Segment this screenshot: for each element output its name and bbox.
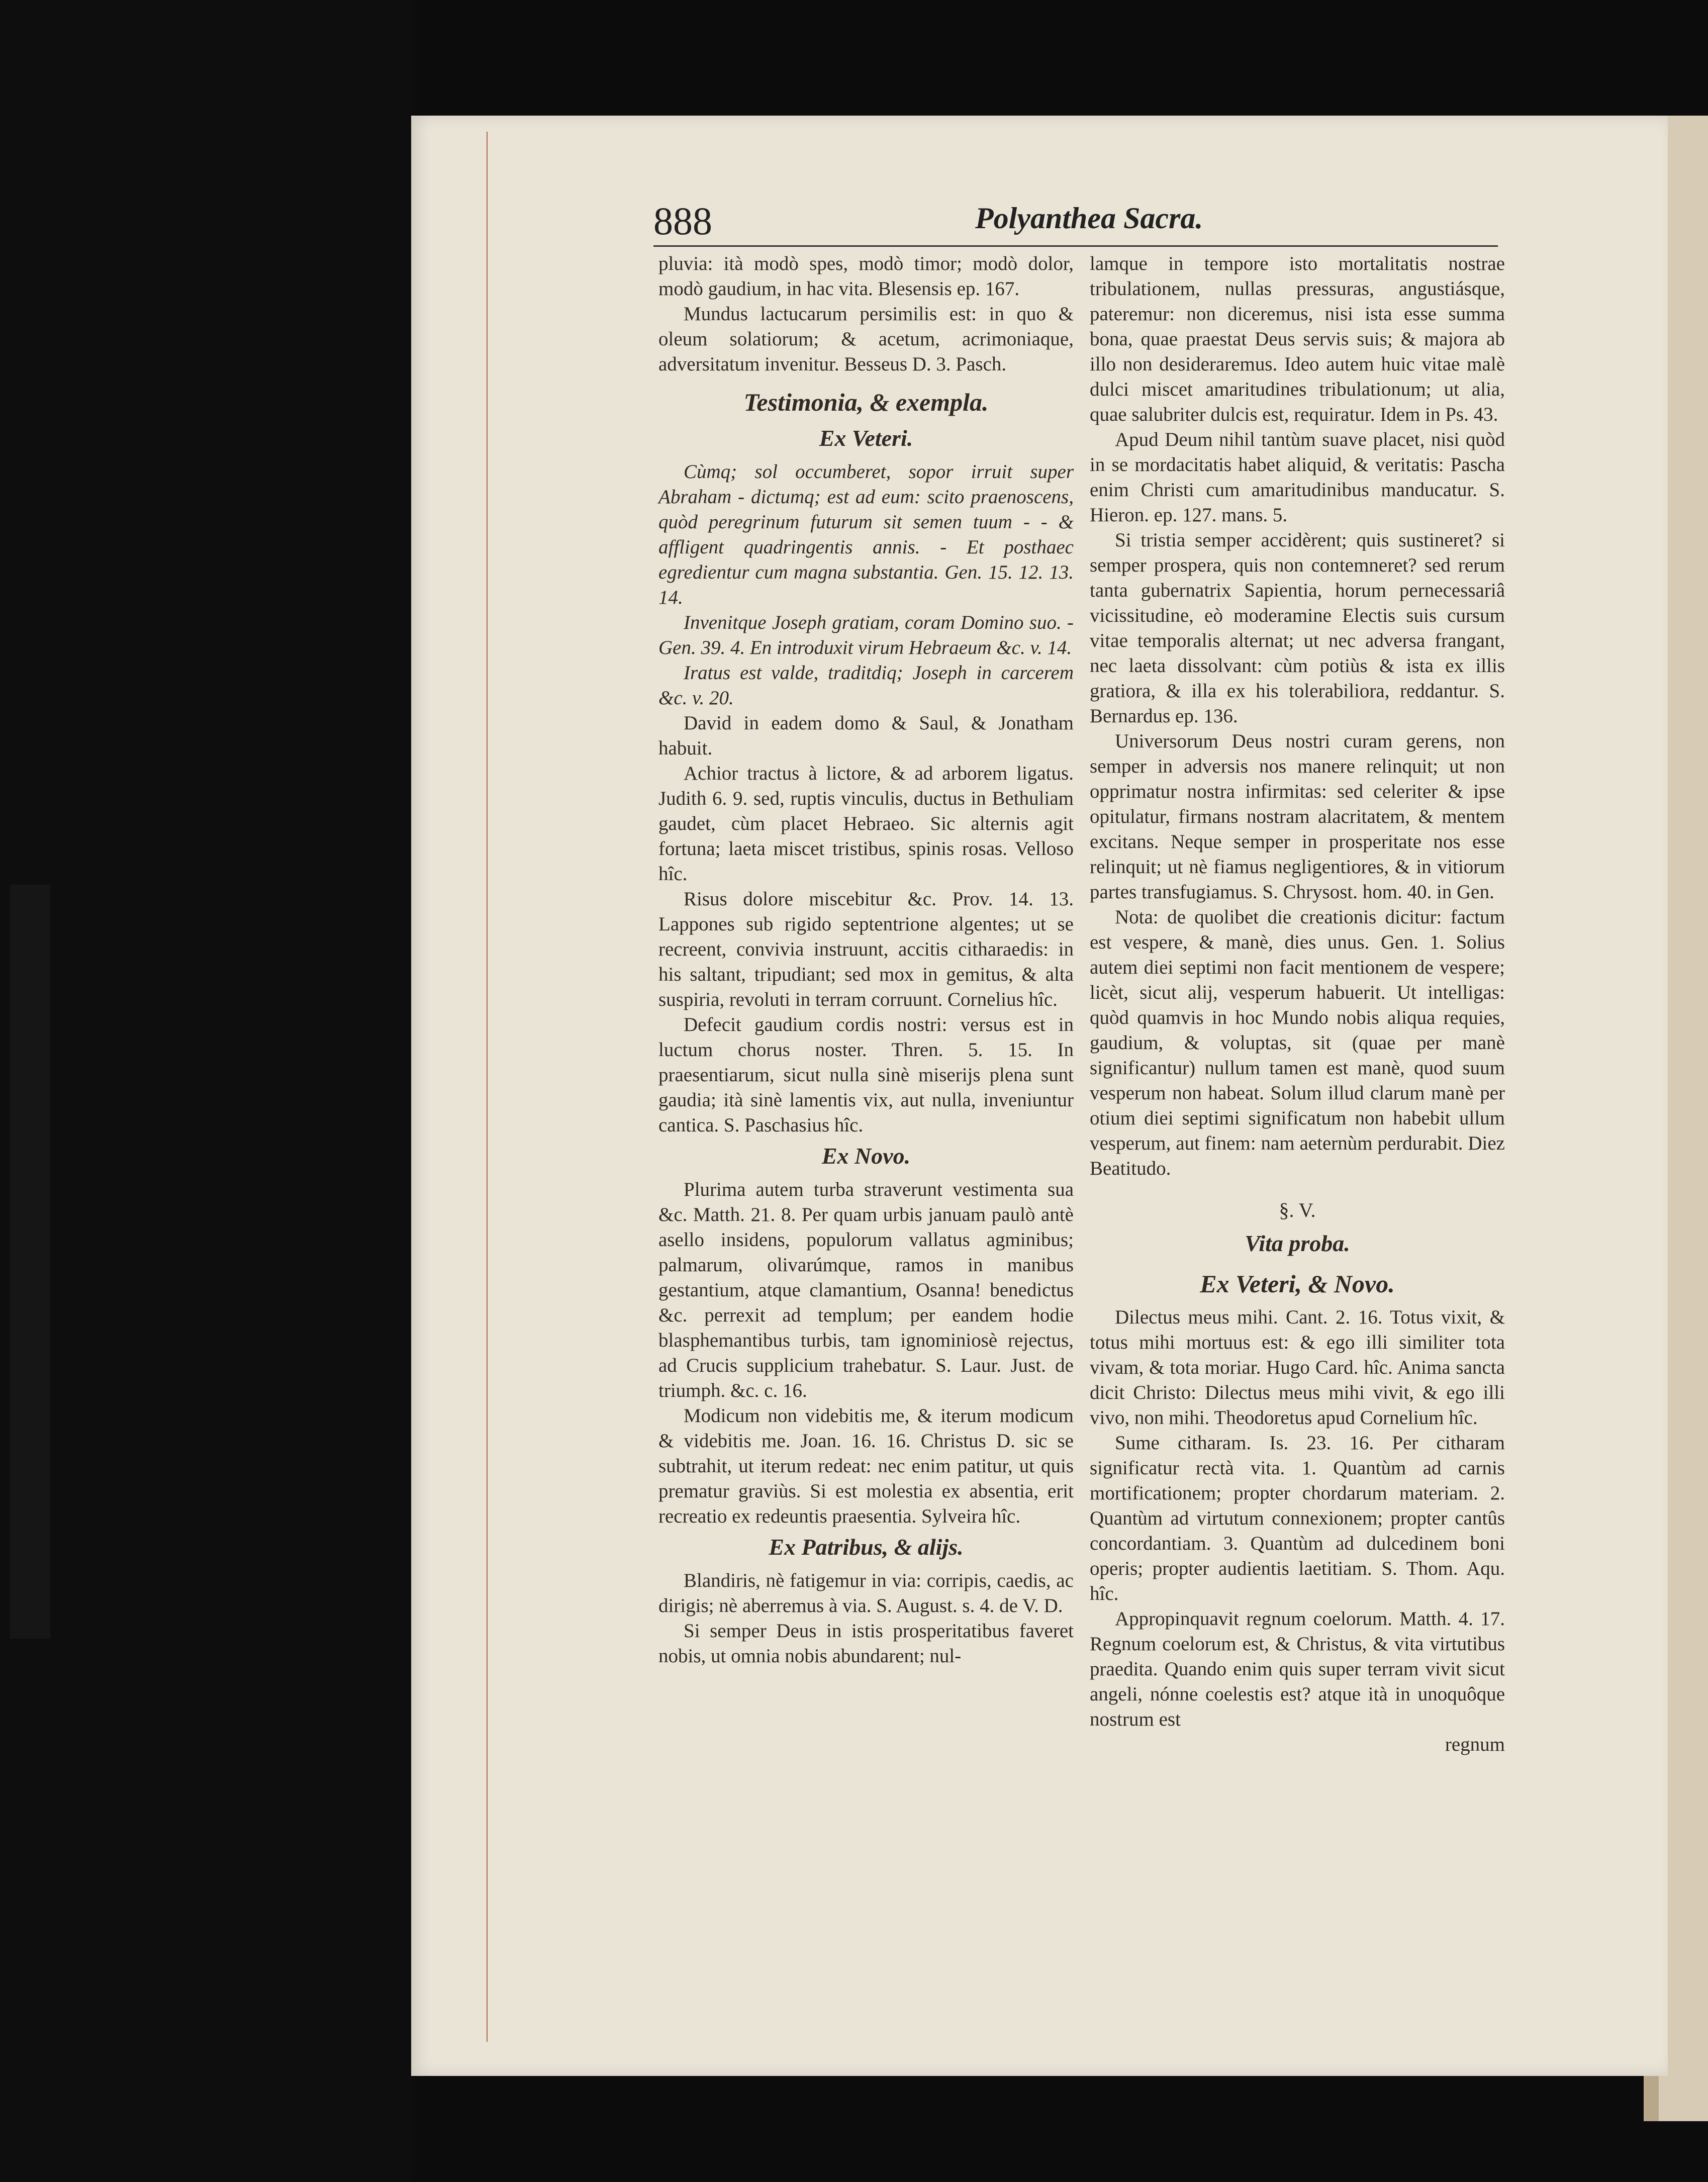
paragraph: Nota: de quolibet die creationis dicitur: factum est vespere, & manè, dies unus. Gen. 1. Solius autem diei septimi non facit mentionem de vespere; licèt, sicut alij, vesperum habuerit. Ut intelligas: quòd quamvis in hoc Mundo nobis aliqua requies, gaudium, & voluptas, sit (quae per manè significantur) nullum tamen est manè, quod suum vesperum non habeat. Solum illud clarum manè per otium diei septimi significatum non habebit ullum vesperum, aut finem: nam aeternùm perdurabit. Diez Beatitudo.: [1090, 906, 1505, 1179]
paragraph: Appropinquavit regnum coelorum. Matth. 4. 17. Regnum coelorum est, & Christus, & vita virtutibus praedita. Quando enim quis super terram vivit sicut angeli, nónne coelestis est? atque ità in unoquôque nostrum est: [1090, 1608, 1505, 1730]
catchword: regnum: [1445, 1734, 1505, 1755]
paragraph: Risus dolore miscebitur &c. Prov. 14. 13. Lappones sub rigido septentrione algentes; ut se recreent, convivia instruunt, accitis citharaedis: in his saltant, tripudiant; sed mox in gemitus, & alta suspiria, revoluti in terram corruunt. Cornelius hîc.: [658, 888, 1074, 1010]
paragraph: Sume citharam. Is. 23. 16. Per citharam significatur rectà vita. 1. Quantùm ad carnis mortificationem; propter chordarum materiam. 2. Quantùm ad virtutum connexionem; propter cantûs concordantiam. 3. Quantùm ad dulcedinem boni operis; propter audientis laetitiam. S. Thom. Aqu. hîc.: [1090, 1432, 1505, 1604]
paragraph: lamque in tempore isto mortalitatis nostrae tribulationem, nullas pressuras, angustiásque, pateremur: non diceremus, nisi ista esse summa bona, quae praestat Deus servis suis; & majora ab illo non desideraremus. Ideo autem huic vitae malè dulci miscet amaritudines tribulationum; ut alia, quae salubriter dulcis est, requiratur. Idem in Ps. 43.: [1090, 253, 1505, 425]
paragraph: Dilectus meus mihi. Cant. 2. 16. Totus vixit, & totus mihi mortuus est: & ego illi similiter tota vivam, & tota moriar. Hugo Card. hîc. Anima sancta dicit Christo: Dilectus meus mihi vivit, & ego illi vivo, non mihi. Theodoretus apud Cornelium hîc.: [1090, 1306, 1505, 1429]
paragraph: Plurima autem turba straverunt vestimenta sua &c. Matth. 21. 8. Per quam urbis januam paulò antè asello insidens, populorum vallatus agminibus; palmarum, olivarúmque, ramos in manibus gestantium, atque clamantium, Osanna! benedictus &c. perrexit ad templum; per eandem hodie blasphemantibus turbis, tam ignominiosè rejectus, ad Crucis supplicium trahebatur. S. Laur. Just. de triumph. &c. c. 16.: [658, 1179, 1074, 1401]
header-rule: [653, 245, 1498, 247]
paragraph: Defecit gaudium cordis nostri: versus est in luctum chorus noster. Thren. 5. 15. In praesentiarum, sicut nulla sinè miserijs plena sunt gaudia; ità sinè lamentis vix, aut nulla, inveniuntur cantica. S. Paschasius hîc.: [658, 1014, 1074, 1136]
subsection-heading: Ex Novo.: [821, 1143, 911, 1169]
subsection-heading: Ex Veteri.: [819, 425, 913, 451]
paragraph: Modicum non videbitis me, & iterum modicum & videbitis me. Joan. 16. 16. Christus D. sic se subtrahit, ut iterum redeat: nec enim patitur, ut quis prematur graviùs. Si est molestia ex absentia, erit recreatio ex redeuntis praesentia. Sylveira hîc.: [658, 1405, 1074, 1527]
paragraph: Apud Deum nihil tantùm suave placet, nisi quòd in se mordacitatis habet aliquid, & veritatis: Pascha enim Christi cum amaritudinibus manducatur. S. Hieron. ep. 127. mans. 5.: [1090, 429, 1505, 526]
right-column: [1090, 251, 1505, 1757]
subsection-heading: Ex Veteri, & Novo.: [1200, 1270, 1395, 1298]
paragraph: Mundus lactucarum persimilis est: in quo & oleum solatiorum; & acetum, acrimoniaque, adversitatum invenitur. Besseus D. 3. Pasch.: [658, 303, 1074, 375]
paragraph: Achior tractus à lictore, & ad arborem ligatus. Judith 6. 9. sed, ruptis vinculis, ductus in Bethuliam gaudet, cùm placet Hebraeo. Sic alternis agit fortuna; laeta miscet tristibus, spinis rosas. Velloso hîc.: [658, 763, 1074, 885]
section-heading: Testimonia, & exempla.: [743, 388, 989, 416]
page-number: 888: [653, 199, 712, 243]
cover-edge: [10, 885, 50, 1639]
dark-background: [0, 0, 412, 2182]
paragraph: Iratus est valde, traditdiq; Joseph in carcerem &c. v. 20.: [658, 662, 1074, 709]
page-edge-rule: [487, 132, 488, 2042]
subsection-heading: Ex Patribus, & alijs.: [769, 1534, 964, 1560]
paragraph: Cùmq; sol occumberet, sopor irruit super Abraham - dictumq; est ad eum: scito praenoscens, quòd peregrinum futurum sit semen tuum - - & affligent quadringentis annis. - Et posthaec egredientur cum magna substantia. Gen. 15. 12. 13. 14.: [658, 461, 1074, 608]
paragraph: David in eadem domo & Saul, & Jonatham habuit.: [658, 712, 1074, 759]
paragraph: Universorum Deus nostri curam gerens, non semper in adversis nos manere relinquit; ut non opprimatur nostra infirmitas: sed celeriter & ipse opitulatur, firmans nostram alacritatem, & mentem excitans. Neque semper in prosperitate nos esse relinquit; ut nè fiamus negligentiores, & in vitiorum partes transfugiamus. S. Chrysost. hom. 40. in Gen.: [1090, 730, 1505, 903]
left-column: [658, 251, 1074, 1669]
paragraph: Si semper Deus in istis prosperitatibus faveret nobis, ut omnia nobis abundarent; nul-: [658, 1620, 1074, 1667]
section-number: §. V.: [1279, 1199, 1316, 1221]
paragraph: Si tristia semper accidèrent; quis sustineret? si semper prospera, quis non contemneret? sed rerum tanta gubernatrix Sapientia, horum pernecessariâ vicissitudine, eò moderamine Electis suis cursum vitae temporalis alternat; ut nec adversa frangant, nec laeta dissolvant: cùm potiùs & ista ex illis gratiora, & illa ex his tolerabiliora, reddantur. S. Bernardus ep. 136.: [1090, 529, 1505, 727]
paragraph: Blandiris, nè fatigemur in via: corripis, caedis, ac dirigis; nè aberremus à via. S. August. s. 4. de V. D.: [658, 1570, 1074, 1617]
section-heading: Vita proba.: [1245, 1230, 1350, 1256]
paragraph: Invenitque Joseph gratiam, coram Domino suo. - Gen. 39. 4. En introduxit virum Hebraeum &c. v. 14.: [658, 612, 1074, 658]
paragraph: pluvia: ità modò spes, modò timor; modò dolor, modò gaudium, in hac vita. Blesensis ep. 167.: [658, 253, 1074, 300]
running-title: Polyanthea Sacra.: [975, 202, 1203, 235]
